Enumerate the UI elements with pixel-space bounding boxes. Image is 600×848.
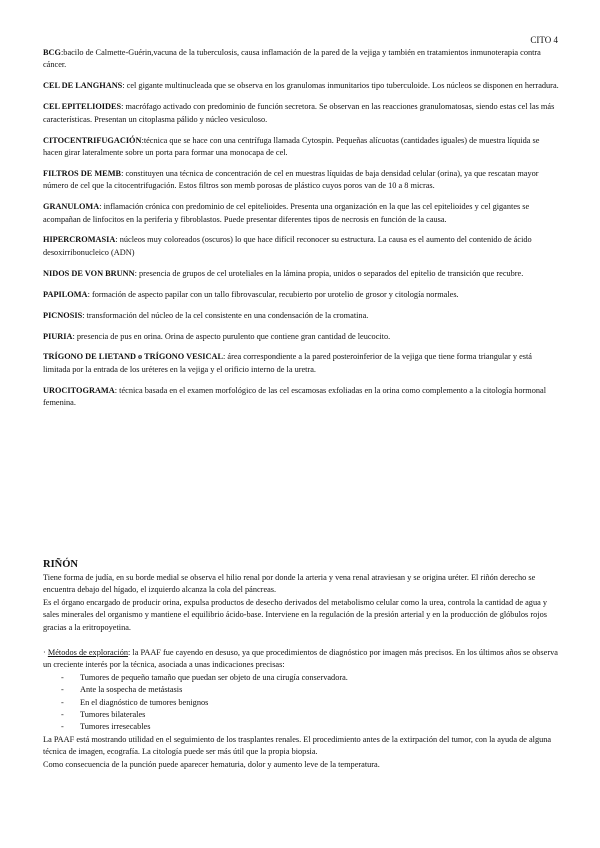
definition-item bbox=[43, 289, 559, 301]
definition-text: : constituyen una técnica de concentración de cel en muestras líquidas de baja densidad celular (orina), ya que rescatan mayor número de cel que la citocentrifugación. Estos filtros son memb porosas de plástico cuyos poros van de 10 a 8 micras. bbox=[43, 168, 539, 191]
kidney-paragraph: La PAAF está mostrando utilidad en el seguimiento de los trasplantes renales. El procedimiento antes de la extirpación del tumor, con la ayuda de alguna técnica de imagen, ecografía. La citología puede ser más útil que la propia biopsia. bbox=[43, 734, 552, 757]
definitions-list bbox=[43, 47, 559, 418]
definition-item bbox=[43, 168, 559, 193]
definition-item bbox=[43, 351, 559, 376]
methods-label: Métodos de exploración bbox=[47, 648, 129, 658]
definition-text: :técnica que se hace con una centrífuga llamada Cytospin. Pequeñas alícuotas (cantidades iguales) de muestra líquida se hacen girar lateralmente sobre un porta para formar una monocapa de cel. bbox=[43, 135, 540, 157]
kidney-paragraph: Es el órgano encargado de producir orina, expulsa productos de desecho derivados del metabolismo celular como la urea, controla la cantidad de agua y sales minerales del organismo y mantiene el equilibrio ácido-base. Interviene en la regulación de la presión arterial y en la producción de glóbulos rojos gracias a la eritropoyetina. bbox=[43, 597, 548, 632]
definition-text: : cel gigante multinucleada que se observa en los granulomas inmunitarios tipo tuberculoide. Los núcleos se disponen en herradura. bbox=[122, 81, 559, 91]
definition-item bbox=[43, 331, 559, 343]
list-item: - Tumores bilaterales bbox=[43, 709, 561, 721]
list-item: - Ante la sospecha de metástasis bbox=[43, 684, 561, 696]
definition-term: TRÍGONO DE LIETAND o TRÍGONO VESICAL bbox=[43, 352, 224, 362]
kidney-paragraph: Tiene forma de judía, en su borde medial se observa el hilio renal por donde la arteria y vena renal atraviesan y se origina uréter. El riñón derecho se encuentra debajo del hígado, el izquierdo alcanza la cola del páncreas. bbox=[43, 573, 536, 595]
methods-paragraph bbox=[43, 647, 561, 672]
definition-item bbox=[43, 310, 559, 322]
definition-item bbox=[43, 385, 559, 410]
definition-text: : formación de aspecto papilar con un tallo fibrovascular, recubierto por urotelio de grosor y citología normales. bbox=[87, 289, 459, 299]
definition-term: PICNOSIS bbox=[43, 310, 83, 320]
definition-text: : inflamación crónica con predominio de cel epitelioides. Presenta una organización en la que las cel epitelioides y cel gigantes se acompañan de linfocitos en la periferia y fibroblastos. Puede presentar diferentes tipos de necrosis en función de la causa. bbox=[43, 202, 530, 224]
definition-item bbox=[43, 135, 559, 160]
definition-term: GRANULOMA bbox=[43, 202, 100, 212]
definition-item bbox=[43, 101, 559, 126]
definition-text: : transformación del núcleo de la cel consistente en una condensación de la cromatina. bbox=[82, 310, 369, 320]
definition-text: : presencia de pus en orina. Orina de aspecto purulento que contiene gran cantidad de leucocito. bbox=[72, 331, 391, 341]
definition-text: : presencia de grupos de cel uroteliales en la lámina propia, unidos o separados del epitelio de transición que recubre. bbox=[134, 268, 524, 278]
section-title: RIÑÓN bbox=[43, 559, 79, 570]
definition-term: CEL EPITELIOIDES bbox=[43, 102, 122, 112]
definition-term: UROCITOGRAMA bbox=[43, 385, 115, 395]
definition-item bbox=[43, 47, 559, 72]
list-item: - Tumores de pequeño tamaño que puedan ser objeto de una cirugía conservadora. bbox=[43, 672, 561, 684]
definition-term: PAPILOMA bbox=[43, 289, 88, 299]
definition-term: BCG bbox=[43, 48, 61, 57]
list-item: - Tumores irresecables bbox=[43, 721, 561, 733]
indications-list bbox=[43, 672, 561, 734]
definition-term: CITOCENTRIFUGACIÓN bbox=[43, 135, 142, 145]
definition-item bbox=[43, 201, 559, 226]
definition-item bbox=[43, 234, 559, 259]
definition-text: : núcleos muy coloreados (oscuros) lo que hace difícil reconocer su estructura. La causa es el aumento del contenido de ácido desoxirribonucleico (ADN) bbox=[43, 235, 532, 257]
definition-text: :bacilo de Calmette-Guérin,vacuna de la tuberculosis, causa inflamación de la pared de la vejiga y también en tratamientos inmunoterapia contra cáncer. bbox=[43, 48, 541, 70]
definition-term: FILTROS DE MEMB bbox=[43, 168, 122, 178]
kidney-paragraph: Como consecuencia de la punción puede aparecer hematuria, dolor y aumento leve de la temperatura. bbox=[43, 759, 380, 769]
definition-item bbox=[43, 80, 559, 92]
definition-term: PIURIA bbox=[43, 331, 73, 341]
definition-term: CEL DE LANGHANS bbox=[43, 81, 123, 91]
definition-text: : macrófago activado con predominio de función secretora. Se observan en las reacciones granulomatosas, siendo estas cel las más características. Presentan un citoplasma pálido y núcleo vesiculoso. bbox=[43, 102, 555, 124]
list-item: - En el diagnóstico de tumores benignos bbox=[43, 697, 561, 709]
definition-item bbox=[43, 268, 559, 280]
kidney-section bbox=[43, 559, 561, 771]
definition-term: NIDOS DE VON BRUNN bbox=[43, 268, 135, 278]
definition-text: : área correspondiente a la pared posteroinferior de la vejiga que tiene forma triangular y está limitada por la entrada de los uréteres en la vejiga y el orificio interno de la uretra. bbox=[43, 352, 532, 374]
definition-text: : técnica basada en el examen morfológico de las cel escamosas exfoliadas en la orina como complemento a la citología hormonal femenina. bbox=[43, 385, 547, 408]
methods-text: : la PAAF fue cayendo en desuso, ya que procedimientos de diagnóstico por imagen más precisos. En los últimos años se observa un creciente interés por la técnica, asociada a unas indicaciones precisas: bbox=[43, 648, 558, 670]
bullet-marker: · bbox=[43, 648, 48, 658]
definition-term: HIPERCROMASIA bbox=[43, 235, 116, 245]
page-header-code: CITO 4 bbox=[530, 35, 558, 45]
